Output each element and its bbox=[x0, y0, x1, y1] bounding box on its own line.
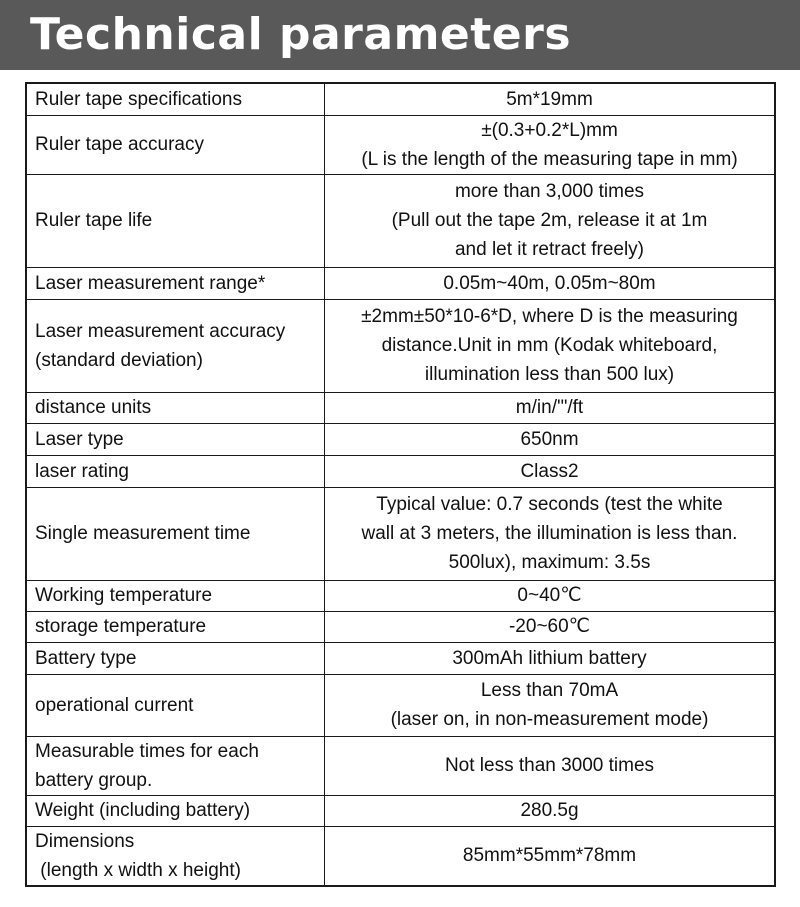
spec-label-cell bbox=[26, 487, 325, 580]
table-row bbox=[26, 455, 775, 487]
table-row bbox=[26, 115, 775, 174]
spec-value: m/in/'"/ft bbox=[515, 397, 584, 418]
spec-value-cell bbox=[325, 674, 776, 736]
spec-value: 300mAh lithium battery bbox=[452, 647, 647, 669]
spec-label: Dimensions bbox=[35, 830, 135, 852]
spec-value: illumination less than 500 lux) bbox=[424, 364, 675, 385]
spec-label: Laser measurement accuracy bbox=[35, 320, 286, 342]
spec-label: Ruler tape accuracy bbox=[35, 134, 204, 155]
spec-label-cell bbox=[26, 736, 325, 795]
spec-value: Not less than 3000 times bbox=[444, 755, 655, 776]
spec-value-cell bbox=[325, 423, 776, 455]
spec-table bbox=[25, 82, 776, 887]
spec-label-cell bbox=[26, 174, 325, 267]
spec-label: storage temperature bbox=[35, 616, 207, 637]
spec-value: 280.5g bbox=[520, 800, 579, 821]
spec-value: Typical value: 0.7 seconds (test the white bbox=[376, 494, 723, 515]
spec-label: distance units bbox=[35, 397, 152, 418]
spec-value: 0.05m~40m, 0.05m~80m bbox=[443, 272, 656, 294]
spec-value: -20~60℃ bbox=[508, 616, 591, 637]
table-row bbox=[26, 423, 775, 455]
page-title: Technical parameters bbox=[30, 9, 572, 60]
spec-value: ±(0.3+0.2*L)mm bbox=[481, 119, 618, 141]
spec-value: (laser on, in non-measurement mode) bbox=[390, 709, 709, 730]
spec-label-cell bbox=[26, 611, 325, 642]
table-row bbox=[26, 487, 775, 580]
spec-label: Working temperature bbox=[35, 585, 213, 606]
spec-value: ±2mm±50*10-6*D, where D is the measuring bbox=[361, 306, 738, 327]
spec-value-cell bbox=[325, 83, 776, 115]
spec-label: Measurable times for each bbox=[35, 740, 259, 762]
spec-label: battery group. bbox=[35, 769, 153, 791]
spec-value-cell bbox=[325, 795, 776, 826]
table-row bbox=[26, 674, 775, 736]
spec-value-cell bbox=[325, 826, 776, 886]
spec-label: Ruler tape life bbox=[35, 210, 153, 231]
spec-value-cell bbox=[325, 174, 776, 267]
spec-label-cell bbox=[26, 455, 325, 487]
table-row bbox=[26, 826, 775, 886]
table-row bbox=[26, 267, 775, 299]
table-row bbox=[26, 83, 775, 115]
spec-value-cell bbox=[325, 392, 776, 423]
spec-value: and let it retract freely) bbox=[454, 239, 645, 260]
spec-value-cell bbox=[325, 580, 776, 611]
spec-label-cell bbox=[26, 299, 325, 392]
table-row bbox=[26, 299, 775, 392]
spec-label-cell bbox=[26, 423, 325, 455]
spec-label: (standard deviation) bbox=[35, 349, 203, 371]
spec-label-cell bbox=[26, 115, 325, 174]
spec-value-cell bbox=[325, 642, 776, 674]
spec-value-cell bbox=[325, 455, 776, 487]
spec-value-cell bbox=[325, 299, 776, 392]
spec-value-cell bbox=[325, 611, 776, 642]
spec-value: 650nm bbox=[520, 428, 579, 450]
spec-value: Class2 bbox=[520, 460, 579, 482]
spec-label: Laser type bbox=[35, 428, 124, 450]
table-row bbox=[26, 736, 775, 795]
spec-label-cell bbox=[26, 826, 325, 886]
spec-label: Battery type bbox=[35, 647, 137, 669]
spec-value: Less than 70mA bbox=[480, 680, 619, 701]
spec-value: wall at 3 meters, the illumination is less than. bbox=[361, 523, 738, 544]
spec-label-cell bbox=[26, 795, 325, 826]
spec-label-cell bbox=[26, 580, 325, 611]
table-row bbox=[26, 611, 775, 642]
spec-value: 0~40℃ bbox=[517, 585, 582, 606]
spec-value: 85mm*55mm*78mm bbox=[462, 845, 637, 866]
table-row bbox=[26, 580, 775, 611]
spec-label: Single measurement time bbox=[35, 523, 251, 544]
table-row bbox=[26, 174, 775, 267]
spec-label: Laser measurement range* bbox=[35, 272, 266, 294]
spec-label: operational current bbox=[35, 694, 194, 716]
spec-value-cell bbox=[325, 487, 776, 580]
table-row bbox=[26, 642, 775, 674]
spec-value-cell bbox=[325, 267, 776, 299]
spec-label-cell bbox=[26, 392, 325, 423]
spec-value-cell bbox=[325, 736, 776, 795]
header-banner bbox=[0, 0, 800, 70]
spec-value: more than 3,000 times bbox=[454, 181, 645, 202]
spec-label-cell bbox=[26, 83, 325, 115]
spec-label-cell bbox=[26, 267, 325, 299]
spec-value: 5m*19mm bbox=[506, 88, 593, 110]
spec-label-cell bbox=[26, 642, 325, 674]
spec-value: (Pull out the tape 2m, release it at 1m bbox=[391, 210, 708, 231]
spec-label: Ruler tape specifications bbox=[35, 88, 242, 110]
table-row bbox=[26, 392, 775, 423]
table-row bbox=[26, 795, 775, 826]
spec-label: (length x width x height) bbox=[35, 859, 241, 881]
spec-label-cell bbox=[26, 674, 325, 736]
spec-value: (L is the length of the measuring tape in mm) bbox=[361, 148, 738, 170]
spec-value-cell bbox=[325, 115, 776, 174]
spec-value: distance.Unit in mm (Kodak whiteboard, bbox=[381, 335, 718, 356]
spec-label: laser rating bbox=[35, 460, 129, 482]
spec-value: 500lux), maximum: 3.5s bbox=[448, 552, 651, 573]
spec-label: Weight (including battery) bbox=[35, 800, 251, 821]
